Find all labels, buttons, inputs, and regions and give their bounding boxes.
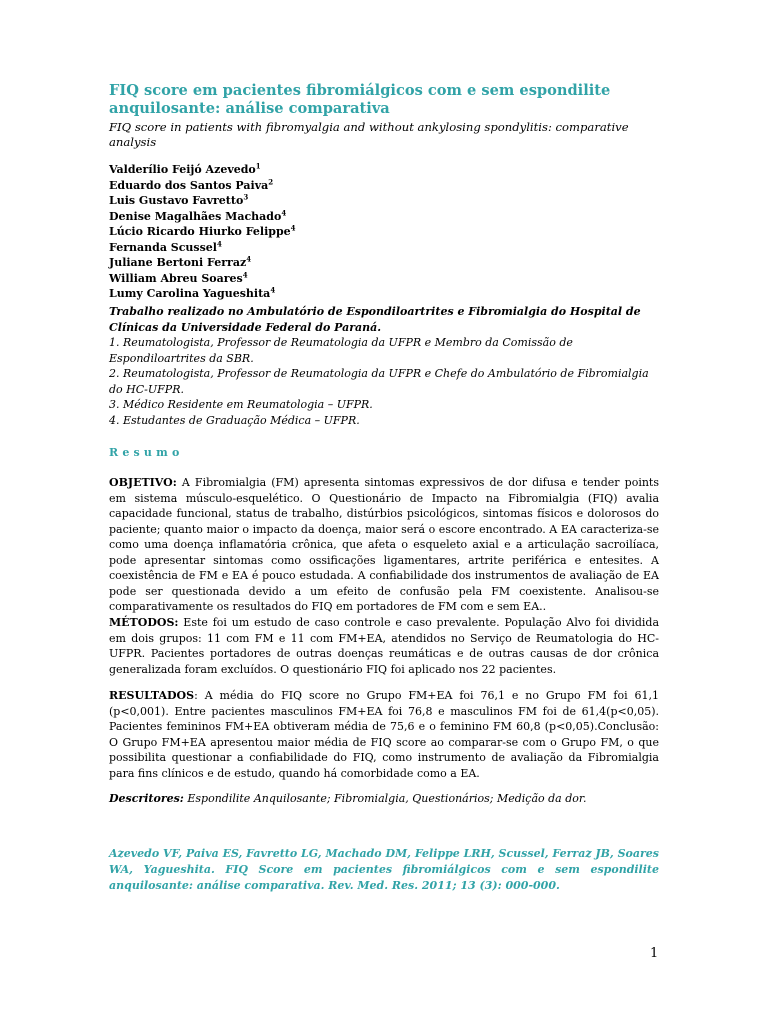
abstract-keywords: Descritores: Espondilite Anquilosante; Fibromialgia, Questionários; Medição da dor. bbox=[109, 792, 587, 805]
affiliation-item: 1. Reumatologista, Professor de Reumatologia da UFPR e Membro da Comissão de Espondiloartrites da SBR. bbox=[109, 336, 573, 365]
abstract-results: RESULTADOS: A média do FIQ score no Grupo FM+EA foi 76,1 e no Grupo FM foi 61,1 (p<0,001). Entre pacientes masculinos FM+EA foi 76,8 e masculinos FM foi de 61,4(p<0,05). Pacientes femininos FM+EA obtiveram média de 75,6 e o feminino FM 60,8 (p<0,05).Conclusão: O Grupo FM+EA apresentou maior média de FIQ score ao comparar-se com o Grupo FM, o que possibilita questionar a confiabilidade do FIQ, como instrumento de avaliação da Fibromialgia para fins clínicos e de estudo, quando há comorbidade como a EA. bbox=[109, 689, 659, 780]
author-item: Lumy Carolina Yagueshita$^4$ bbox=[109, 285, 276, 300]
abstract-heading: Resumo bbox=[109, 446, 184, 459]
author-item: Valderílio Feijó Azevedo$^1$ bbox=[109, 161, 261, 176]
paper-subtitle: FIQ score in patients with fibromyalgia and without ankylosing spondylitis: comparative analysis bbox=[109, 120, 629, 149]
author-item: William Abreu Soares$^4$ bbox=[109, 269, 248, 285]
abstract-objective: OBJETIVO: A Fibromialgia (FM) apresenta sintomas expressivos de dor difusa e tender points em sistema músculo-esquelético. O Questionário de Impacto na Fibromialgia (FIQ) avalia capacidade funcional, status de trabalho, distúrbios psicológicos, sintomas físicos e dolorosos do paciente; quanto maior o impacto da doença, maior será o escore encontrado. A EA caracteriza-se como uma doença inflamatória crônica, que afeta o esqueleto axial e a articulação sacroilíaca, pode apresentar sintomas como ossificações ligamentares, artrite periférica e entesites. A coexistência de FM e EA é pouco estudada. A confiabilidade dos instrumentos de avaliação de EA pode ser questionada devido a um efeito de confusão pela FM coexistente. Analisou-se comparativamente os resultados do FIQ em portadores de FM com e sem EA.. bbox=[109, 476, 659, 613]
author-item: Juliane Bertoni Ferraz$^4$ bbox=[109, 254, 252, 269]
author-item: Luis Gustavo Favretto$^3$ bbox=[109, 192, 249, 207]
affiliation-item: 4. Estudantes de Graduação Médica – UFPR. bbox=[109, 413, 360, 427]
author-item: Denise Magalhães Machado$^4$ bbox=[109, 207, 287, 223]
affiliation-heading: Trabalho realizado no Ambulatório de Espondiloartrites e Fibromialgia do Hospital de Clínicas da Universidade Federal do Paraná. bbox=[109, 305, 641, 334]
author-item: Fernanda Scussel$^4$ bbox=[109, 238, 222, 254]
author-list bbox=[109, 162, 659, 302]
page-number: 1 bbox=[650, 946, 659, 961]
citation: Azevedo VF, Paiva ES, Favretto LG, Machado DM, Felippe LRH, Scussel, Ferraz JB, Soares WA, Yagueshita. FIQ Score em pacientes fibromiálgicos com e sem espondilite anquilosante: análise comparativa. Rev. Med. Res. 2011; 13 (3): 000-000. bbox=[109, 847, 659, 892]
abstract-methods: MÉTODOS: Este foi um estudo de caso controle e caso prevalente. População Alvo foi dividida em dois grupos: 11 com FM e 11 com FM+EA, atendidos no Serviço de Reumatologia do HC-UFPR. Pacientes portadores de outras doenças reumáticas e de outras causas de dor crônica generalizada foram excluídos. O questionário FIQ foi aplicado nos 22 pacientes. bbox=[109, 616, 659, 676]
affiliation-item: 3. Médico Residente em Reumatologia – UFPR. bbox=[109, 398, 373, 411]
author-item: Eduardo dos Santos Paiva$^2$ bbox=[109, 176, 274, 192]
affiliation-item: 2. Reumatologista, Professor de Reumatologia da UFPR e Chefe do Ambulatório de Fibromialgia do HC-UFPR. bbox=[109, 367, 649, 396]
author-item: Lúcio Ricardo Hiurko Felippe$^4$ bbox=[109, 223, 296, 238]
paper-title: FIQ score em pacientes fibromiálgicos com e sem espondilite anquilosante: análise comparativa bbox=[109, 82, 611, 117]
affiliations bbox=[109, 304, 659, 428]
